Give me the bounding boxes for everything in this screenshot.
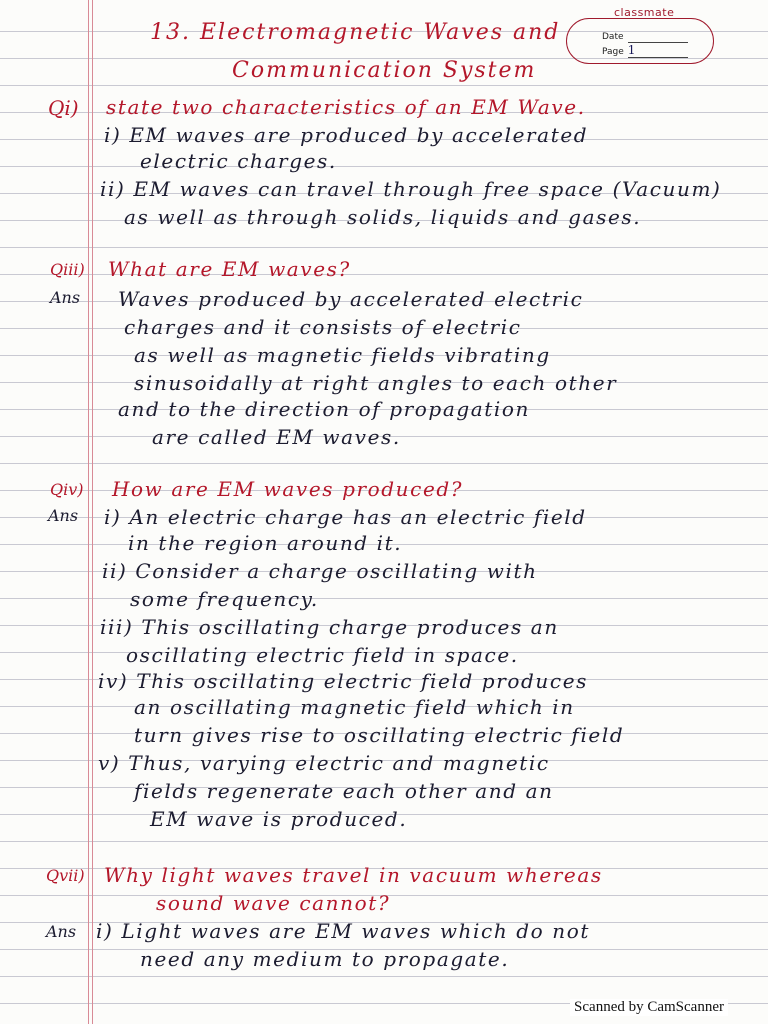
date-value bbox=[628, 28, 688, 43]
answer-line: i) Light waves are EM waves which do not bbox=[96, 919, 591, 943]
answer-line: EM wave is produced. bbox=[150, 807, 408, 831]
answer-line: electric charges. bbox=[140, 149, 337, 173]
answer-line: Waves produced by accelerated electric bbox=[118, 287, 584, 311]
page-label: Page bbox=[602, 47, 624, 57]
question-text: state two characteristics of an EM Wave. bbox=[106, 95, 586, 119]
page-title: 13. Electromagnetic Waves and bbox=[150, 20, 561, 45]
answer-line: some frequency. bbox=[130, 587, 319, 611]
answer-line: sinusoidally at right angles to each other bbox=[134, 371, 618, 395]
question-label: Qi) bbox=[48, 96, 79, 120]
answer-line: i) EM waves are produced by accelerated bbox=[104, 123, 589, 147]
answer-line: need any medium to propagate. bbox=[140, 947, 510, 971]
page-subtitle: Communication System bbox=[232, 58, 537, 83]
answer-line: as well as through solids, liquids and gases. bbox=[124, 205, 642, 229]
scanner-watermark: Scanned by CamScanner bbox=[570, 999, 728, 1016]
answer-line: iv) This oscillating electric field produces bbox=[98, 669, 588, 693]
answer-line: ii) EM waves can travel through free space (Vacuum) bbox=[100, 177, 722, 201]
answer-line: in the region around it. bbox=[128, 531, 403, 555]
answer-label: Ans bbox=[46, 922, 77, 941]
brand-logo: classmate bbox=[614, 6, 675, 19]
answer-line: ii) Consider a charge oscillating with bbox=[102, 559, 538, 583]
question-text: How are EM waves produced? bbox=[112, 477, 464, 501]
page-field bbox=[602, 43, 688, 58]
question-text: What are EM waves? bbox=[108, 257, 351, 281]
answer-line: turn gives rise to oscillating electric field bbox=[134, 723, 625, 747]
page-value: 1 bbox=[628, 43, 688, 58]
question-text: sound wave cannot? bbox=[156, 891, 391, 915]
answer-label: Ans bbox=[48, 506, 79, 525]
answer-line: fields regenerate each other and an bbox=[134, 779, 554, 803]
margin-line-left bbox=[88, 0, 89, 1024]
date-label: Date bbox=[602, 32, 624, 42]
margin-line-right bbox=[92, 0, 93, 1024]
answer-line: v) Thus, varying electric and magnetic bbox=[98, 751, 550, 775]
answer-line: and to the direction of propagation bbox=[118, 397, 531, 421]
answer-line: as well as magnetic fields vibrating bbox=[134, 343, 551, 367]
classmate-badge bbox=[566, 6, 716, 62]
answer-label: Ans bbox=[50, 288, 81, 307]
question-label: Qiv) bbox=[50, 480, 84, 499]
answer-line: an oscillating magnetic field which in bbox=[134, 695, 575, 719]
answer-line: i) An electric charge has an electric field bbox=[104, 505, 587, 529]
answer-line: iii) This oscillating charge produces an bbox=[100, 615, 559, 639]
answer-line: oscillating electric field in space. bbox=[126, 643, 519, 667]
question-label: Qvii) bbox=[46, 866, 85, 885]
date-field bbox=[602, 28, 688, 43]
answer-line: charges and it consists of electric bbox=[124, 315, 522, 339]
question-text: Why light waves travel in vacuum whereas bbox=[104, 863, 603, 887]
question-label: Qiii) bbox=[50, 260, 85, 279]
answer-line: are called EM waves. bbox=[152, 425, 401, 449]
